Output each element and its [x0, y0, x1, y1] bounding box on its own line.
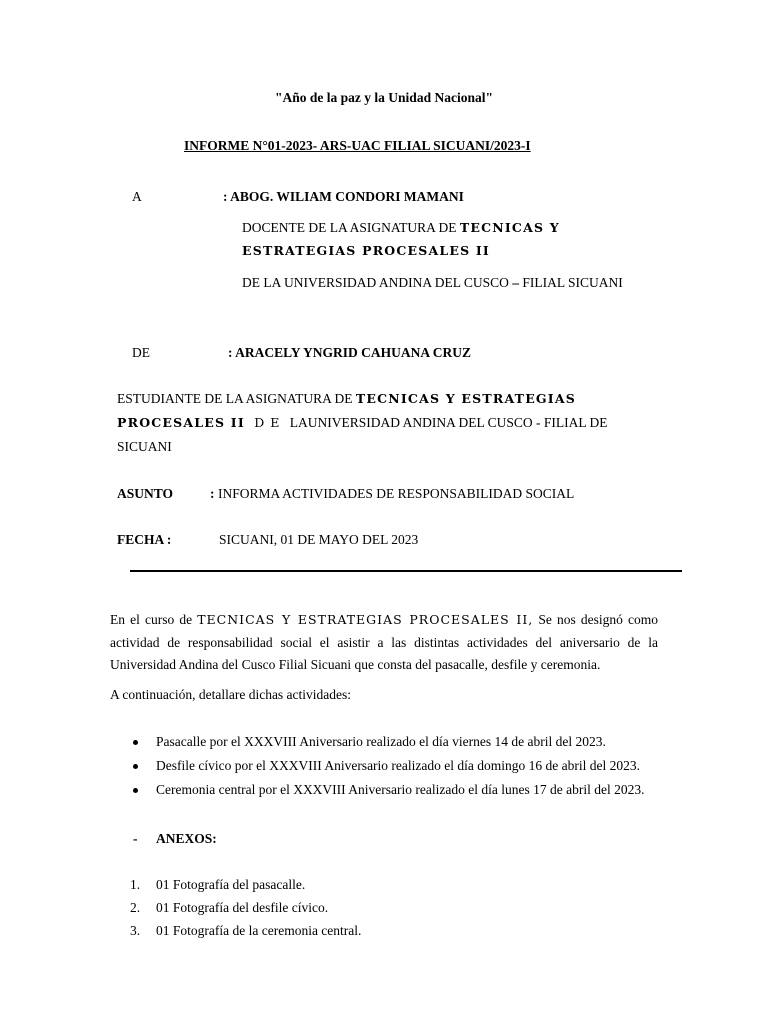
list-item-number: 3. — [130, 923, 141, 938]
date-value: SICUANI, 01 DE MAYO DEL 2023 — [219, 532, 419, 547]
annexes-dash: - — [133, 831, 138, 846]
from-line-1-prefix: ESTUDIANTE DE LA ASIGNATURA DE — [117, 391, 353, 406]
from-line-2 — [117, 415, 607, 431]
list-item-number: 1. — [130, 877, 141, 892]
list-item: Ceremonia central por el XXXVIII Aniversario realizado el día lunes 17 de abril del 2023. — [156, 782, 645, 797]
list-item: 01 Fotografía de la ceremonia central. — [156, 923, 362, 938]
list-item: Desfile cívico por el XXXVIII Aniversario realizado el día domingo 16 de abril del 2023. — [156, 758, 640, 773]
to-line-2-course: ESTRATEGIAS PROCESALES II — [242, 243, 490, 258]
document-motto: "Año de la paz y la Unidad Nacional" — [275, 90, 493, 105]
intro-rest: Se nos designó como actividad de responsabilidad social el asistir a las distintas actividades del aniversario de la Universidad Andina del Cusco Filial Sicuani que consta del pasacalle, desfile y ceremonia. — [110, 612, 659, 672]
report-title: INFORME N°01-2023- ARS-UAC FILIAL SICUANI/2023-I — [184, 138, 531, 153]
from-line-2-de: D E — [254, 415, 281, 430]
annexes-heading: ANEXOS: — [156, 831, 217, 846]
list-item: 01 Fotografía del desfile cívico. — [156, 900, 329, 915]
intro-paragraph — [110, 609, 658, 677]
date-label: FECHA : — [117, 532, 172, 547]
to-line-1 — [242, 220, 560, 236]
bullet-icon — [133, 788, 138, 793]
to-line-3-university: DE LA UNIVERSIDAD ANDINA DEL CUSCO — [242, 275, 509, 290]
from-line-1 — [117, 391, 576, 407]
to-label: A — [132, 189, 142, 204]
subject-colon: : — [210, 486, 215, 501]
to-line-1-prefix: DOCENTE DE LA ASIGNATURA DE — [242, 220, 457, 235]
from-name: : ARACELY YNGRID CAHUANA CRUZ — [228, 345, 472, 360]
list-item: Pasacalle por el XXXVIII Aniversario realizado el día viernes 14 de abril del 2023. — [156, 734, 606, 749]
subject-value: INFORMA ACTIVIDADES DE RESPONSABILIDAD SOCIAL — [218, 486, 575, 501]
list-item: 01 Fotografía del pasacalle. — [156, 877, 306, 892]
to-line-3 — [242, 275, 623, 291]
to-line-3-dash: – — [512, 275, 520, 290]
from-label: DE — [132, 345, 150, 360]
intro-course-name: TECNICAS Y ESTRATEGIAS PROCESALES II, — [197, 612, 534, 627]
bullet-icon — [133, 764, 138, 769]
header-divider — [130, 570, 682, 572]
intro-start: En el curso de — [110, 612, 193, 627]
from-line-3: SICUANI — [117, 439, 172, 454]
continuation-text: A continuación, detallare dichas actividades: — [110, 687, 352, 702]
subject-label: ASUNTO — [117, 486, 174, 501]
from-line-1-course: TECNICAS Y ESTRATEGIAS — [355, 391, 576, 406]
to-line-1-course: TECNICAS Y — [459, 220, 560, 235]
from-line-2-course: PROCESALES II — [117, 415, 245, 430]
list-item-number: 2. — [130, 900, 141, 915]
bullet-icon — [133, 740, 138, 745]
to-line-3-branch: FILIAL SICUANI — [522, 275, 623, 290]
from-line-2-university: LAUNIVERSIDAD ANDINA DEL CUSCO - FILIAL DE — [289, 415, 608, 430]
to-name: : ABOG. WILIAM CONDORI MAMANI — [223, 189, 464, 204]
